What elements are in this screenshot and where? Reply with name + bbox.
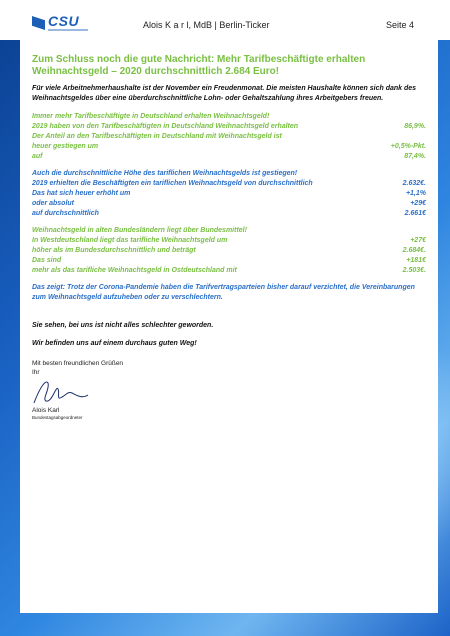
page-content	[20, 40, 438, 613]
stat-label: Auch die durchschnittliche Höhe des tariflichen Weihnachtsgelds ist gestiegen!	[32, 170, 298, 177]
stats-sections	[32, 112, 426, 276]
stat-row	[32, 152, 426, 162]
stat-value: 2.684€.	[402, 247, 426, 254]
stat-label: Weihnachtsgeld in alten Bundesländern liegt über Bundesmittel!	[32, 227, 247, 234]
stat-value	[420, 112, 426, 122]
stat-label: oder absolut	[32, 200, 75, 207]
greeting-ihr: Ihr	[32, 369, 40, 376]
stat-value	[420, 132, 426, 142]
greeting-line: Mit besten freundlichen Grüßen	[32, 360, 124, 367]
handwritten-signature	[32, 377, 426, 407]
stat-value: +27€	[410, 237, 426, 244]
stat-label: 2019 haben von den Tarifbeschäftigten in Deutschland Weihnachtsgeld erhalten	[32, 123, 299, 130]
stat-label: auf durchschnittlich	[32, 210, 99, 217]
logo-text: CSU	[48, 13, 80, 29]
stat-label: höher als im Bundesdurchschnittlich und beträgt	[32, 247, 196, 254]
stat-value: 86,9%.	[404, 123, 426, 130]
stat-row	[32, 142, 426, 152]
stat-row	[32, 246, 426, 256]
stat-label: Immer mehr Tarifbeschäftigte in Deutschland erhalten Weihnachtsgeld!	[32, 113, 270, 120]
headline: Zum Schluss noch die gute Nachricht: Mehr Tarifbeschäftigte erhalten Weihnachtsgeld – 2020 durchschnittlich 2.684 Euro!	[32, 54, 366, 77]
header-title: Alois K a r l, MdB | Berlin-Ticker	[143, 20, 270, 30]
stat-row	[32, 256, 426, 266]
stat-row	[32, 209, 426, 219]
stat-row	[32, 226, 426, 236]
stat-row	[32, 189, 426, 199]
conclusion-paragraph: Das zeigt: Trotz der Corona-Pandemie haben die Tarifvertragsparteien bisher darauf verzichtet, die Vereinbarungen zum Weihnachtsgeld aufzuheben oder zu verschlechtern.	[32, 284, 415, 301]
stat-value	[420, 226, 426, 236]
stat-row	[32, 122, 426, 132]
stat-label: mehr als das tarifliche Weihnachtsgeld in Ostdeutschland mit	[32, 267, 237, 274]
closing-line-2: Wir befinden uns auf einem durchaus guten Weg!	[32, 340, 197, 347]
signature-name: Alois Karl	[32, 407, 60, 414]
stat-value: +0,5%-Pkt.	[390, 143, 426, 150]
stat-label: In Westdeutschland liegt das tarifliche Weihnachtsgeld um	[32, 237, 228, 244]
stats-section	[32, 226, 426, 276]
stat-value: 2.661€	[404, 210, 426, 217]
stat-label: 2019 erhielten die Beschäftigten ein tariflichen Weihnachtsgeld von durchschnittlich	[32, 180, 313, 187]
stat-value: 2.503€.	[402, 267, 426, 274]
stat-label: auf	[32, 153, 43, 160]
stat-value: +29€	[410, 200, 426, 207]
signature-icon	[32, 377, 92, 407]
stat-label: Das sind	[32, 257, 62, 264]
logo-underline	[48, 29, 88, 31]
stat-row	[32, 132, 426, 142]
stat-row	[32, 199, 426, 209]
signature-role: Bundestagsabgeordneter	[32, 415, 83, 420]
stat-value: 87,4%.	[404, 153, 426, 160]
stat-row	[32, 266, 426, 276]
stat-row	[32, 112, 426, 122]
closing-line-1: Sie sehen, bei uns ist nicht alles schlechter geworden.	[32, 322, 214, 329]
page-number: Seite 4	[386, 20, 415, 30]
stat-label: heuer gestiegen um	[32, 143, 99, 150]
stat-label: Das hat sich heuer erhöht um	[32, 190, 131, 197]
intro-paragraph: Für viele Arbeitnehmerhaushalte ist der November ein Freudenmonat. Die meisten Haushalte können sich dank des Weihnachtsgeldes über eine überdurchschnittliche Lohn- oder Gehaltszahlung ihres Arbeitgebers freuen.	[32, 85, 417, 102]
stat-row	[32, 179, 426, 189]
stats-section	[32, 169, 426, 219]
stat-value	[420, 169, 426, 179]
stats-section	[32, 112, 426, 162]
stat-value: 2.632€.	[402, 180, 426, 187]
stat-row	[32, 169, 426, 179]
lion-mark-icon	[32, 16, 45, 30]
stat-row	[32, 236, 426, 246]
stat-value: +1,1%	[405, 190, 426, 197]
stat-label: Der Anteil an den Tarifbeschäftigten in Deutschland mit Weihnachtsgeld ist	[32, 133, 282, 140]
stat-value: +181€	[406, 257, 426, 264]
greeting	[32, 359, 426, 377]
csu-logo	[32, 13, 84, 37]
